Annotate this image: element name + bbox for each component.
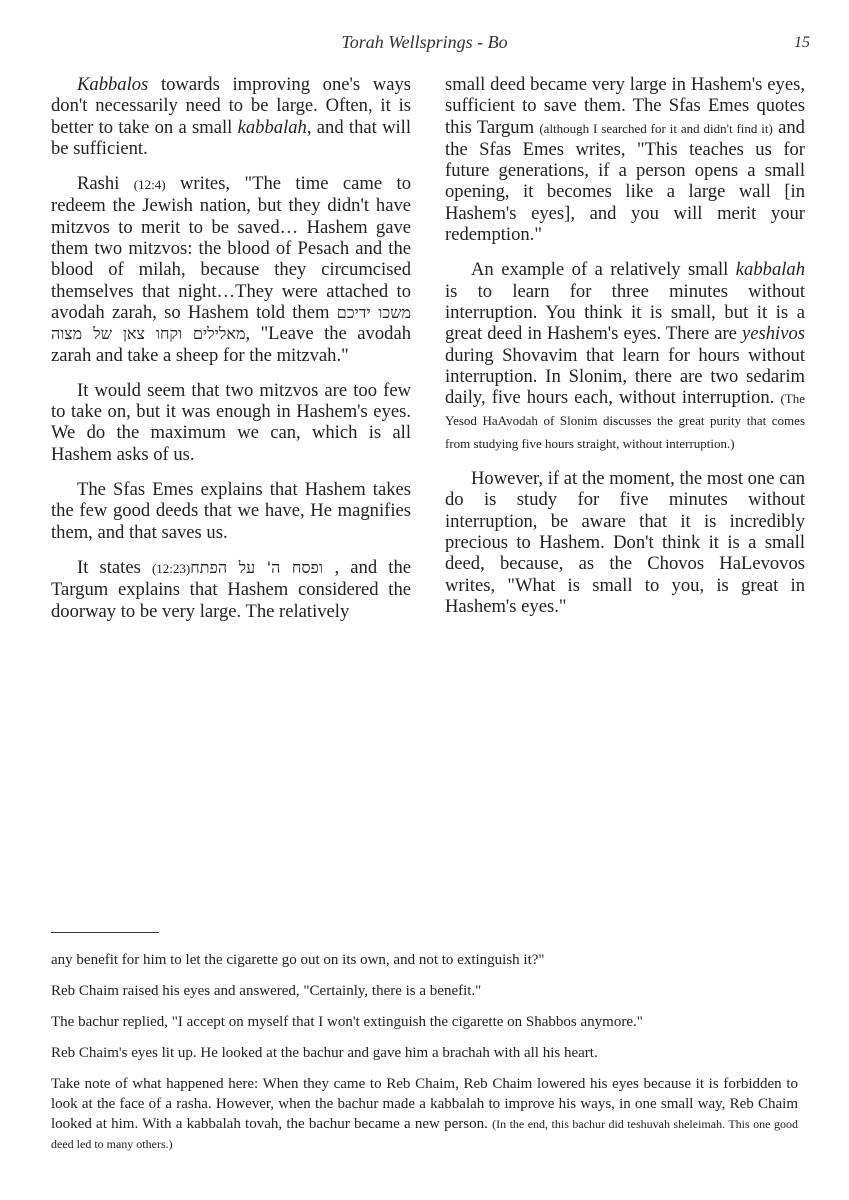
paragraph — [51, 557, 411, 622]
hebrew-quote: משכו ידיכם מאלילים וקחו צאן של מצוה — [51, 302, 412, 344]
italic-term: yeshivos — [742, 323, 805, 345]
text-run: Take note of what happened here: When they came to Reb Chaim, Reb Chaim lowered his eyes because it is forbidden to look at the face of a rasha. However, when the bachur made a kabbalah to improve his ways, in one small way, Reb Chaim looked at him. With a kabbalah tovah, the bachur became a new person. — [51, 1076, 798, 1132]
right-column — [445, 74, 805, 631]
paragraph: The Sfas Emes explains that Hashem takes the few good deeds that we have, He magnifies them, and that saves us. — [51, 479, 411, 543]
parenthetical-note: (although I searched for it and didn't find it) — [539, 120, 773, 136]
paragraph: It would seem that two mitzvos are too few to take on, but it was enough in Hashem's eyes. We do the maximum we can, which is all Hashem asks of us. — [51, 379, 411, 465]
text-run: is to learn for three minutes without interruption. You think it is small, but it is a great deed in Hashem's eyes. There are — [445, 280, 805, 345]
text-run: , "Leave the avodah zarah and take a sheep for the mitzvah." — [51, 323, 411, 366]
italic-term: kabbalah — [735, 259, 805, 281]
footnote-paragraph — [51, 1074, 798, 1154]
paragraph: However, if at the moment, the most one can do is study for five minutes without interruption, be aware that it is incredibly precious to Hashem. Don't think it is a small deed, because, as the Chovos HaLevovos writes, "What is small to you, is great in Hashem's eyes." — [445, 468, 805, 617]
text-run: small deed became very large in Hashem's eyes, sufficient to save them. The Sfas Emes quotes this Targum — [445, 74, 805, 138]
footnote-paragraph: Reb Chaim raised his eyes and answered, "Certainly, there is a benefit." — [51, 983, 482, 999]
paragraph — [51, 173, 411, 366]
paragraph — [445, 74, 805, 245]
footnote-paragraph: Reb Chaim's eyes lit up. He looked at the bachur and gave him a brachah with all his heart. — [51, 1045, 598, 1061]
text-run: , and that will be sufficient. — [51, 116, 411, 159]
italic-term: Kabbalos — [77, 74, 149, 95]
running-title: Torah Wellsprings - Bo — [341, 32, 508, 52]
text-run: It states — [77, 556, 152, 578]
text-run: Rashi — [77, 173, 134, 195]
text-run: writes, "The time came to redeem the Jewish nation, but they didn't have mitzvos to merit to be saved… Hashem gave them two mitzvos: the blood of Pesach and the blood of milah, because they circumcised themselves that night…They were attached to avodah zarah, so Hashem told them — [51, 173, 411, 323]
page-header — [0, 32, 849, 58]
italic-term: kabbalah — [237, 116, 307, 138]
paragraph — [51, 74, 411, 159]
footnotes — [51, 950, 798, 1165]
page-number: 15 — [794, 34, 810, 51]
left-column — [51, 74, 411, 636]
footnote-paragraph: any benefit for him to let the cigarette go out on its own, and not to extinguish it?" — [51, 952, 545, 968]
parenthetical-note: (In the end, this bachur did teshuvah sheleimah. This one good deed led to many others.) — [51, 1117, 798, 1151]
source-reference: (12:4) — [133, 177, 166, 193]
text-run: An example of a relatively small — [471, 259, 736, 281]
parenthetical-note: (The Yesod HaAvodah of Slonim discusses the great purity that comes from studying five hours straight, without interruption.) — [445, 391, 805, 451]
footnote-separator — [51, 932, 159, 933]
footnote-paragraph: The bachur replied, "I accept on myself that I won't extinguish the cigarette on Shabbos anymore." — [51, 1014, 643, 1030]
text-run: , and the Targum explains that Hashem considered the doorway to be very large. The relatively — [51, 556, 411, 622]
hebrew-quote: ופסח ה' על הפתח — [190, 557, 335, 577]
paragraph — [445, 259, 805, 454]
source-reference: (12:23) — [151, 560, 191, 576]
text-run: during Shovavim that learn for hours without interruption. In Slonim, there are two sedarim daily, five hours each, without interruption. — [445, 344, 805, 409]
text-run: and the Sfas Emes writes, "This teaches us for future generations, if a person opens a small opening, it becomes like a large wall [in Hashem's eyes], and you will merit your redemption." — [445, 116, 805, 246]
text-run: towards improving one's ways don't necessarily need to be large. Often, it is better to take on a small — [51, 74, 411, 138]
